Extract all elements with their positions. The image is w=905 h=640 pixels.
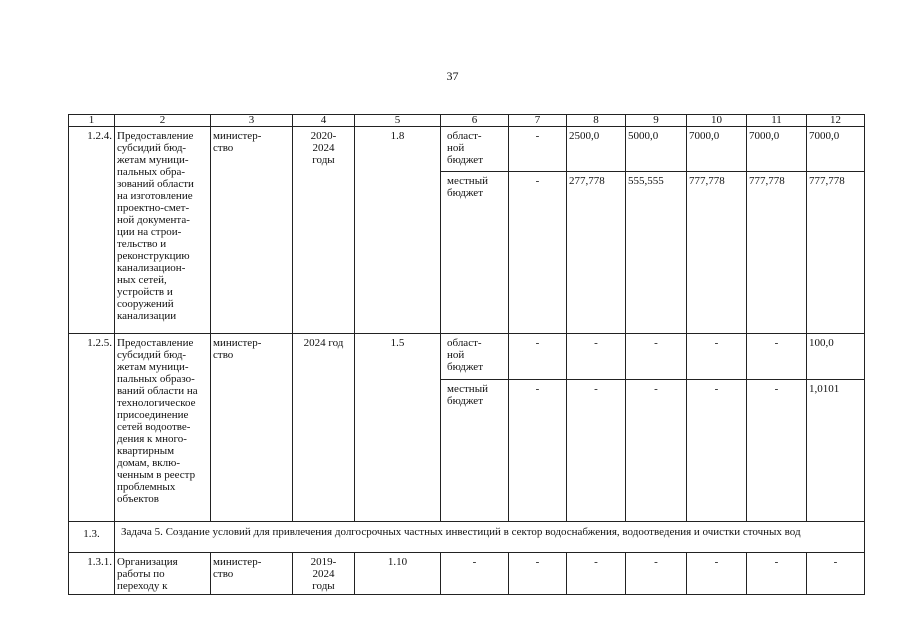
value-cell: - bbox=[687, 334, 747, 380]
row-number: 1.2.4. bbox=[69, 127, 115, 334]
value-cell: - bbox=[509, 553, 567, 595]
value-cell: - bbox=[687, 380, 747, 522]
period: 2020- 2024 годы bbox=[293, 127, 355, 334]
value-cell: 777,778 bbox=[687, 172, 747, 334]
page-number: 37 bbox=[446, 69, 459, 83]
period: 2024 год bbox=[293, 334, 355, 522]
value-cell: - bbox=[747, 380, 807, 522]
table-row bbox=[69, 334, 865, 380]
column-number: 9 bbox=[626, 115, 687, 127]
value-cell: 100,0 bbox=[807, 334, 865, 380]
row-number: 1.3.1. bbox=[69, 553, 115, 595]
column-number: 12 bbox=[807, 115, 865, 127]
value-cell: - bbox=[441, 553, 509, 595]
funding-source: местный бюджет bbox=[441, 172, 509, 334]
value-cell: 7000,0 bbox=[747, 127, 807, 172]
value-cell: 777,778 bbox=[747, 172, 807, 334]
table-row bbox=[69, 127, 865, 172]
value-cell: 2500,0 bbox=[567, 127, 626, 172]
executor: министер- ство bbox=[211, 334, 293, 522]
value-cell: - bbox=[567, 553, 626, 595]
column-number: 2 bbox=[115, 115, 211, 127]
column-number: 1 bbox=[69, 115, 115, 127]
column-number: 3 bbox=[211, 115, 293, 127]
row-number: 1.2.5. bbox=[69, 334, 115, 522]
value-cell: - bbox=[626, 334, 687, 380]
value-cell: 277,778 bbox=[567, 172, 626, 334]
value-cell: - bbox=[747, 334, 807, 380]
column-number: 4 bbox=[293, 115, 355, 127]
value-cell: - bbox=[509, 334, 567, 380]
value-cell: - bbox=[626, 380, 687, 522]
activity-name: Предоставление субсидий бюд- жетам муници- пальных обра- зований области на изготовление проектно-смет- ной документа- ции на строи- тельство и реконструкцию канализацион- ных сетей, устройств и сооружений канализации bbox=[115, 127, 211, 334]
column-number: 5 bbox=[355, 115, 441, 127]
funding-source: област- ной бюджет bbox=[441, 127, 509, 172]
column-number: 8 bbox=[567, 115, 626, 127]
indicator: 1.10 bbox=[355, 553, 441, 595]
value-cell: - bbox=[747, 553, 807, 595]
program-table bbox=[68, 114, 865, 595]
value-cell: 7000,0 bbox=[807, 127, 865, 172]
value-cell: - bbox=[567, 334, 626, 380]
value-cell: - bbox=[509, 172, 567, 334]
value-cell: 1,0101 bbox=[807, 380, 865, 522]
activity-name: Организация работы по переходу к bbox=[115, 553, 211, 595]
indicator: 1.5 bbox=[355, 334, 441, 522]
funding-source: местный бюджет bbox=[441, 380, 509, 522]
indicator: 1.8 bbox=[355, 127, 441, 334]
column-number: 6 bbox=[441, 115, 509, 127]
row-number: 1.3. bbox=[69, 522, 115, 553]
value-cell: 7000,0 bbox=[687, 127, 747, 172]
value-cell: - bbox=[509, 127, 567, 172]
column-number: 7 bbox=[509, 115, 567, 127]
column-number: 10 bbox=[687, 115, 747, 127]
table-row bbox=[69, 553, 865, 595]
value-cell: - bbox=[807, 553, 865, 595]
value-cell: 5000,0 bbox=[626, 127, 687, 172]
executor: министер- ство bbox=[211, 553, 293, 595]
value-cell: - bbox=[509, 380, 567, 522]
funding-source: област- ной бюджет bbox=[441, 334, 509, 380]
value-cell: - bbox=[567, 380, 626, 522]
column-number: 11 bbox=[747, 115, 807, 127]
column-number-row bbox=[69, 115, 865, 127]
value-cell: 555,555 bbox=[626, 172, 687, 334]
value-cell: - bbox=[626, 553, 687, 595]
activity-name: Предоставление субсидий бюд- жетам муници- пальных образо- ваний области на технологическое присоединение сетей водоотве- дения к много- квартирным домам, вклю- ченным в реестр проблемных объектов bbox=[115, 334, 211, 522]
value-cell: 777,778 bbox=[807, 172, 865, 334]
task-row bbox=[69, 522, 865, 553]
value-cell: - bbox=[687, 553, 747, 595]
task-title: Задача 5. Создание условий для привлечения долгосрочных частных инвестиций в сектор водоснабжения, водоотведения и очистки сточных вод bbox=[115, 522, 865, 553]
executor: министер- ство bbox=[211, 127, 293, 334]
period: 2019- 2024 годы bbox=[293, 553, 355, 595]
